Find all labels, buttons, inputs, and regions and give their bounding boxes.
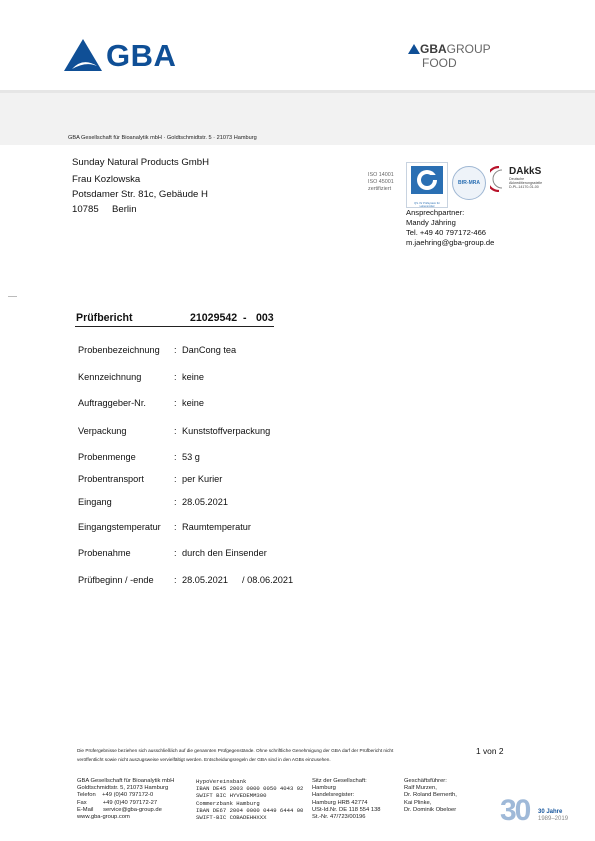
- bfr-badge-text: BfR-MRA: [458, 180, 480, 186]
- field-colon: :: [174, 426, 177, 436]
- field-label: Probentransport: [78, 474, 144, 484]
- footer-line: Ralf Murzen,: [404, 785, 437, 792]
- field-value: Kunststoffverpackung: [182, 426, 271, 436]
- field-value-end: / 08.06.2021: [242, 575, 294, 585]
- field-value: DanCong tea: [182, 345, 237, 355]
- field-value: keine: [182, 372, 204, 382]
- field-value: 28.05.2021: [182, 497, 228, 507]
- dakks-sub-3: D-PL-14170-01-00: [509, 185, 539, 190]
- contact-label: Ansprechpartner:: [406, 208, 465, 217]
- footer-line: Sitz der Gesellschaft:: [312, 778, 367, 784]
- field-colon: :: [174, 497, 177, 507]
- field-colon: :: [174, 575, 177, 585]
- dakks-sub-2: Akkreditierungsstelle: [509, 181, 543, 186]
- contact-phone: Tel. +49 40 797172-466: [406, 228, 487, 237]
- anniversary-number: 30: [500, 794, 530, 827]
- field-colon: :: [174, 345, 177, 355]
- footer-line: Goldtschmidtstr. 5, 21073 Hamburg: [77, 785, 169, 792]
- field-value: Raumtemperatur: [182, 522, 251, 532]
- footer-col-company: [77, 778, 174, 821]
- report-dash: -: [243, 312, 247, 324]
- footer-line: Dr. Dominik Obeloer: [404, 806, 457, 813]
- gba-logo-icon: [64, 39, 102, 71]
- field-value: 53 g: [182, 452, 200, 462]
- iso-line-2: ISO 45001: [368, 179, 394, 185]
- field-value: keine: [182, 398, 204, 408]
- footer-line: Kai Plinke,: [404, 799, 432, 806]
- contact-name: Mandy Jähring: [406, 218, 456, 227]
- field-colon: :: [174, 548, 177, 558]
- footer-col-registry: [312, 778, 381, 821]
- iso-line-3: zertifiziert: [368, 186, 392, 192]
- sender-line: GBA Gesellschaft für Bioanalytik mbH · Goldtschmidtstr. 5 · 21073 Hamburg: [68, 135, 257, 141]
- report-title: Prüfbericht: [76, 312, 133, 324]
- report-heading: [76, 312, 272, 324]
- gba-group-food-logo: [408, 43, 518, 71]
- field-value: 28.05.2021: [182, 575, 228, 585]
- group-logo-light: GROUP: [446, 42, 491, 56]
- field-value: durch den Einsender: [182, 548, 267, 558]
- dakks-title: DAkkS: [509, 166, 542, 177]
- field-colon: :: [174, 452, 177, 462]
- qs-badge-icon: [407, 163, 447, 197]
- footer-line: GBA Gesellschaft für Bioanalytik mbH: [77, 778, 175, 784]
- report-suffix: 003: [256, 312, 274, 324]
- footer-line: SWIFT BIC HYVEDEMM300: [196, 792, 267, 800]
- footer-line: Telefon +49 (0)40 797172-0: [77, 792, 154, 799]
- qs-badge-text: QS. Ihr Prüfsystem für Lebensmittel: [414, 202, 440, 208]
- recipient-company: Sunday Natural Products GmbH: [72, 157, 210, 168]
- report-underline: [75, 326, 274, 327]
- group-logo-sub: FOOD: [422, 56, 457, 70]
- footer-line: USt-Id.Nr. DE 118 554 138: [312, 806, 381, 813]
- field-colon: :: [174, 474, 177, 484]
- dakks-badge: [490, 166, 542, 192]
- page-indicator: 1 von 2: [476, 746, 504, 756]
- contact-email[interactable]: m.jaehring@gba-group.de: [406, 238, 495, 247]
- footer-line: Hamburg: [312, 785, 336, 792]
- dakks-sub-1: Deutsche: [509, 177, 525, 181]
- report-number: 21029542: [190, 312, 238, 324]
- field-label: Probenbezeichnung: [78, 345, 160, 355]
- footer-line: HypoVereinsbank: [196, 778, 247, 785]
- footer-line: Dr. Roland Bernerth,: [404, 792, 457, 799]
- field-value: per Kurier: [182, 474, 223, 484]
- recipient-city: Berlin: [112, 204, 137, 215]
- fold-mark: [8, 296, 17, 297]
- field-label: Probenmenge: [78, 452, 136, 462]
- field-label: Kennzeichnung: [78, 372, 142, 382]
- footer-line: www.gba-group.com: [77, 814, 130, 821]
- field-label: Prüfbeginn / -ende: [78, 575, 154, 585]
- field-label: Auftraggeber-Nr.: [78, 398, 146, 408]
- field-label: Probenahme: [78, 548, 131, 558]
- footer-line: Commerzbank Hamburg: [196, 799, 260, 807]
- recipient-zip: 10785: [72, 204, 99, 215]
- field-label: Eingangstemperatur: [78, 522, 161, 532]
- recipient-person: Frau Kozlowska: [72, 174, 141, 185]
- field-colon: :: [174, 522, 177, 532]
- disclaimer-line-1: Die Prüfergebnisse beziehen sich ausschließlich auf die genannten Prüfgegenstände. Ohne schriftliche Genehmigung der GBA darf der Prüfbericht nicht: [77, 748, 394, 753]
- field-label: Verpackung: [78, 426, 127, 436]
- field-label: Eingang: [78, 497, 112, 507]
- footer-line: Fax +49 (0)40 797172-27: [77, 799, 158, 806]
- anniversary-logo: [500, 796, 582, 830]
- footer-line: SWIFT-BIC COBADEHHXXX: [196, 814, 267, 822]
- footer-line: Handelsregister:: [312, 792, 355, 799]
- footer-line: IBAN DE67 2004 0000 0449 6444 00: [196, 806, 304, 814]
- certification-badges: [406, 162, 542, 208]
- gba-logo-text: GBA: [106, 37, 177, 73]
- footer-line: IBAN DE45 2003 0000 0050 4043 92: [196, 785, 304, 793]
- recipient-street: Potsdamer Str. 81c, Gebäude H: [72, 189, 208, 200]
- bfr-badge: [452, 166, 486, 200]
- gba-group-icon: [408, 44, 420, 54]
- gba-logo: [64, 38, 194, 72]
- field-colon: :: [174, 372, 177, 382]
- dakks-mark-icon: [490, 166, 508, 192]
- footer-line: E-Mail service@gba-group.de: [77, 806, 162, 813]
- anniversary-label: 30 Jahre: [538, 809, 563, 815]
- field-colon: :: [174, 398, 177, 408]
- iso-line-1: ISO 14001: [368, 172, 394, 178]
- footer-col-management: [404, 778, 457, 814]
- footer-col-bank: [196, 778, 303, 821]
- qs-badge: [406, 162, 448, 208]
- disclaimer-line-2: veröffentlicht sowie nicht auszugsweise vervielfältigt werden. Entscheidungsregeln der GBA sind in den AGBs einzusehen.: [77, 757, 331, 762]
- footer-line: Geschäftsführer:: [404, 778, 447, 784]
- footer-line: Hamburg HRB 42774: [312, 799, 368, 806]
- group-logo-bold: GBA: [420, 42, 447, 56]
- footer-line: St.-Nr. 47/723/00196: [312, 814, 366, 821]
- anniversary-years: 1989–2019: [538, 816, 569, 822]
